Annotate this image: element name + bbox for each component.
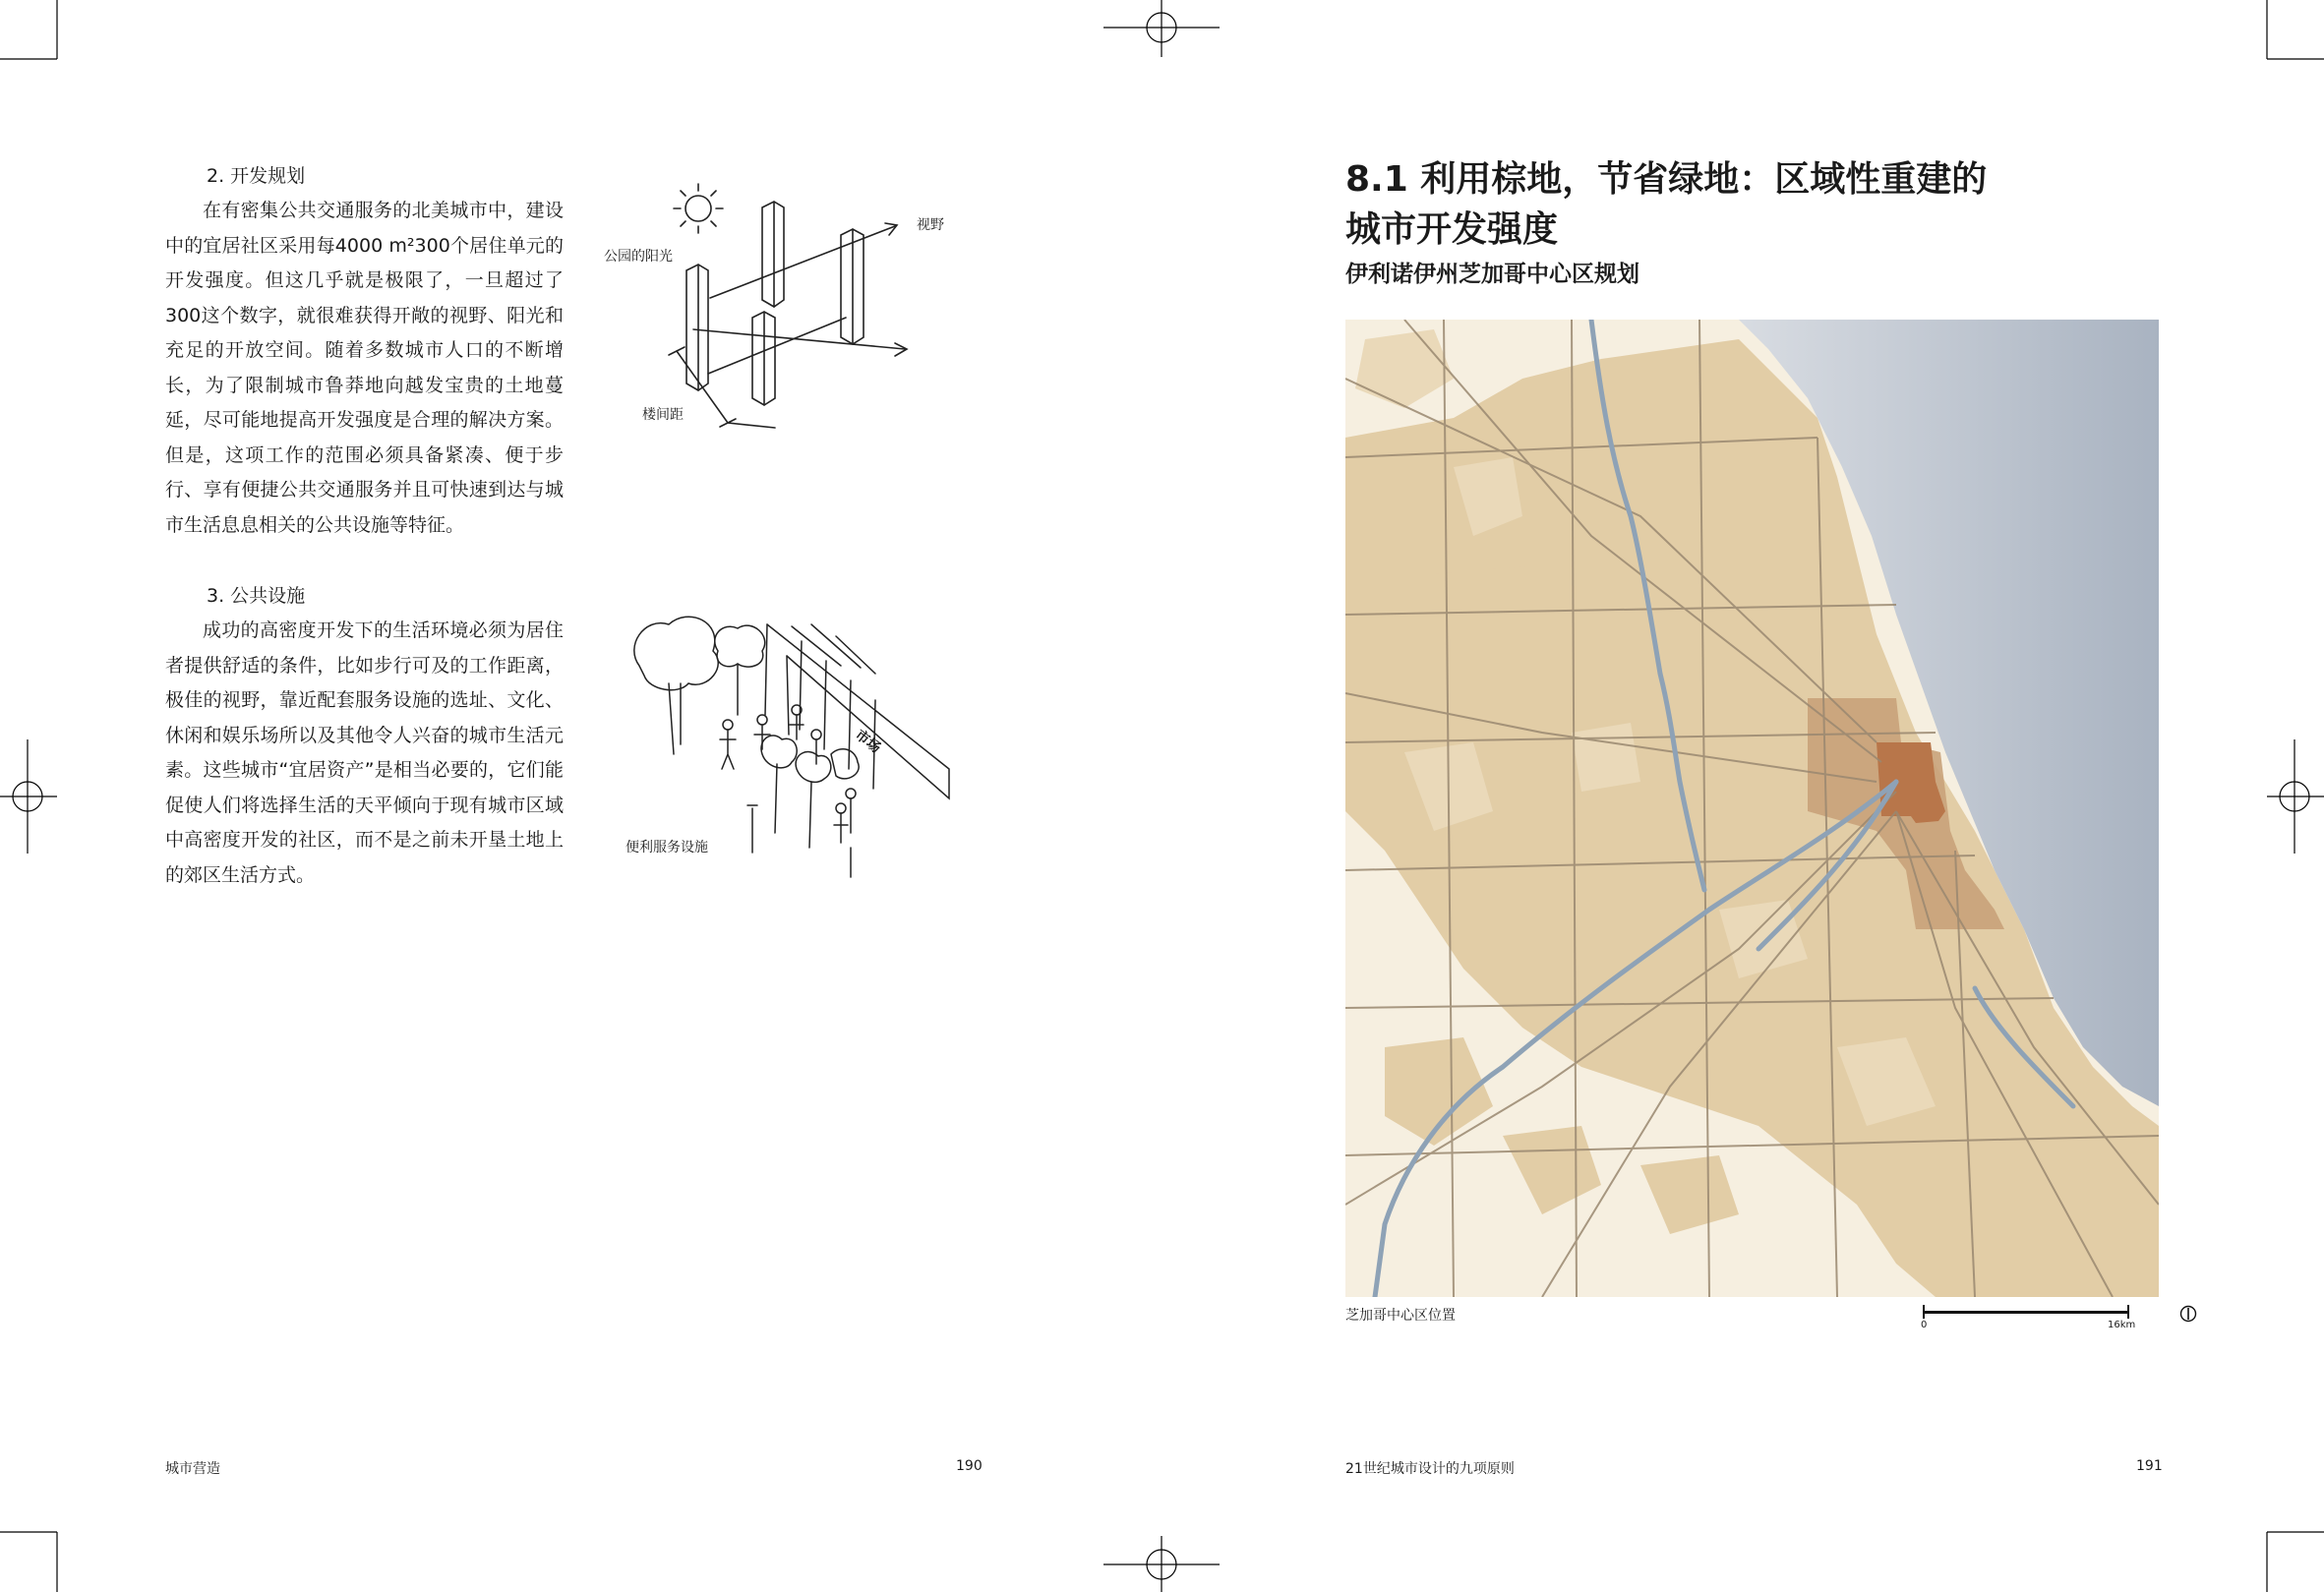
right-footer-title: 21世纪城市设计的九项原则 — [1345, 1461, 1515, 1477]
scale-bar-line — [1923, 1311, 2129, 1314]
scale-bar-tick-end — [2127, 1305, 2129, 1319]
sun-icon — [674, 184, 723, 233]
left-footer-title: 城市营造 — [165, 1461, 220, 1477]
services-label: 便利服务设施 — [626, 840, 708, 855]
amenities-sketch — [600, 597, 964, 882]
section-3-heading: 3. 公共设施 — [207, 585, 306, 607]
view-label: 视野 — [917, 217, 944, 233]
chapter-title-line2: 城市开发强度 — [1345, 209, 1559, 250]
section-3-body: 成功的高密度开发下的生活环境必须为居住者提供舒适的条件，比如步行可及的工作距离，极佳的视野，靠近配套服务设施的选址、文化、休闲和娱乐场所以及其他令人兴奋的城市生活元素。这些城市“宜居资产”是相当必要的，它们能促使人们将选择生活的天平倾向于现有城市区域中高密度开发的社区，而不是之前未开垦土地上的郊区生活方式。 — [165, 619, 564, 886]
spacing-label: 楼间距 — [642, 407, 684, 423]
chicago-map — [1345, 320, 2159, 1297]
map-caption: 芝加哥中心区位置 — [1345, 1308, 1456, 1324]
right-page-number: 191 — [2136, 1458, 2163, 1474]
scale-end-label: 16km — [2108, 1320, 2136, 1330]
market-label: 市场 — [852, 727, 884, 757]
scale-bar — [1921, 1305, 2136, 1334]
section-3-paragraph — [165, 614, 564, 893]
scale-bar-tick-start — [1923, 1305, 1925, 1319]
chapter-subtitle: 伊利诺伊州芝加哥中心区规划 — [1345, 262, 1639, 287]
sunlight-label: 公园的阳光 — [604, 249, 673, 265]
chicago-map-drawing — [1345, 320, 2159, 1297]
section-2-paragraph — [165, 194, 564, 543]
north-arrow-icon — [2178, 1304, 2198, 1324]
chapter-title-line1: 8.1 利用棕地，节省绿地：区域性重建的 — [1345, 159, 1988, 200]
tower-spacing-sketch — [600, 172, 964, 457]
section-2-heading: 2. 开发规划 — [207, 165, 306, 187]
left-page-number: 190 — [956, 1458, 983, 1474]
scale-start-label: 0 — [1921, 1320, 1928, 1330]
section-2-body: 在有密集公共交通服务的北美城市中，建设中的宜居社区采用每4000 m²300个居住单元的开发强度。但这几乎就是极限了，一旦超过了300这个数字，就很难获得开敞的视野、阳光和充足的开放空间。随着多数城市人口的不断增长，为了限制城市鲁莽地向越发宝贵的土地蔓延，尽可能地提高开发强度是合理的解决方案。但是，这项工作的范围必须具备紧凑、便于步行、享有便捷公共交通服务并且可快速到达与城市生活息息相关的公共设施等特征。 — [165, 200, 564, 536]
